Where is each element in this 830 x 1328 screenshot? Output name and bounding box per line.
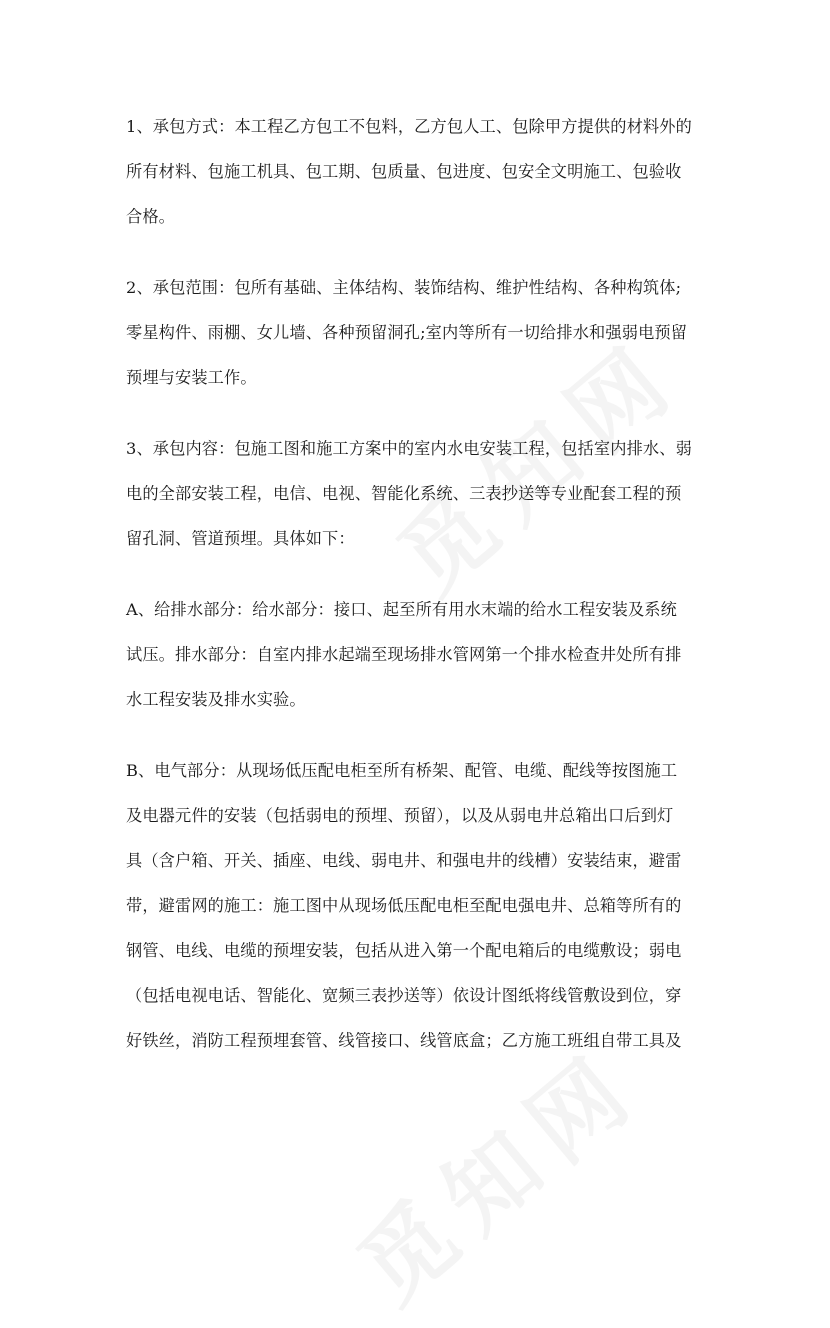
text-line: 水工程安装及排水实验。: [126, 690, 306, 709]
text-line: 合格。: [126, 207, 176, 226]
text-line: 所有材料、包施工机具、包工期、包质量、包进度、包安全文明施工、包验收: [126, 162, 682, 181]
paragraph: [126, 265, 706, 400]
text-line: （包括电视电话、智能化、宽频三表抄送等）依设计图纸将线管敷设到位，穿: [126, 986, 682, 1005]
text-line: 2、承包范围：包所有基础、主体结构、装饰结构、维护性结构、各种构筑体;: [126, 278, 682, 297]
text-line: 3、承包内容：包施工图和施工方案中的室内水电安装工程，包括室内排水、弱: [126, 439, 692, 458]
document-body: [126, 104, 706, 1089]
text-line: 钢管、电线、电缆的预埋安装，包括从进入第一个配电箱后的电缆敷设；弱电: [126, 941, 682, 960]
text-line: 试压。排水部分：自室内排水起端至现场排水管网第一个排水检查井处所有排: [126, 645, 682, 664]
text-line: 具（含户箱、开关、插座、电线、弱电井、和强电井的线槽）安装结束，避雷: [126, 851, 682, 870]
text-line: 零星构件、雨棚、女儿墙、各种预留洞孔;室内等所有一切给排水和强弱电预留: [126, 323, 688, 342]
paragraph: [126, 104, 706, 239]
text-line: 1、承包方式：本工程乙方包工不包料，乙方包人工、包除甲方提供的材料外的: [126, 117, 692, 136]
text-line: B、电气部分：从现场低压配电柜至所有桥架、配管、电缆、配线等按图施工: [126, 761, 678, 780]
paragraph: [126, 587, 706, 722]
text-line: 及电器元件的安装（包括弱电的预埋、预留），以及从弱电井总箱出口后到灯: [126, 806, 674, 825]
text-line: 好铁丝，消防工程预埋套管、线管接口、线管底盒；乙方施工班组自带工具及: [126, 1031, 682, 1050]
text-line: A、给排水部分：给水部分：接口、起至所有用水末端的给水工程安装及系统: [126, 600, 677, 619]
text-line: 电的全部安装工程，电信、电视、智能化系统、三表抄送等专业配套工程的预: [126, 484, 682, 503]
text-line: 留孔洞、管道预埋。具体如下：: [126, 529, 355, 548]
text-line: 预埋与安装工作。: [126, 368, 257, 387]
paragraph: [126, 748, 706, 1063]
paragraph: [126, 426, 706, 561]
text-line: 带，避雷网的施工：施工图中从现场低压配电柜至配电强电井、总箱等所有的: [126, 896, 682, 915]
